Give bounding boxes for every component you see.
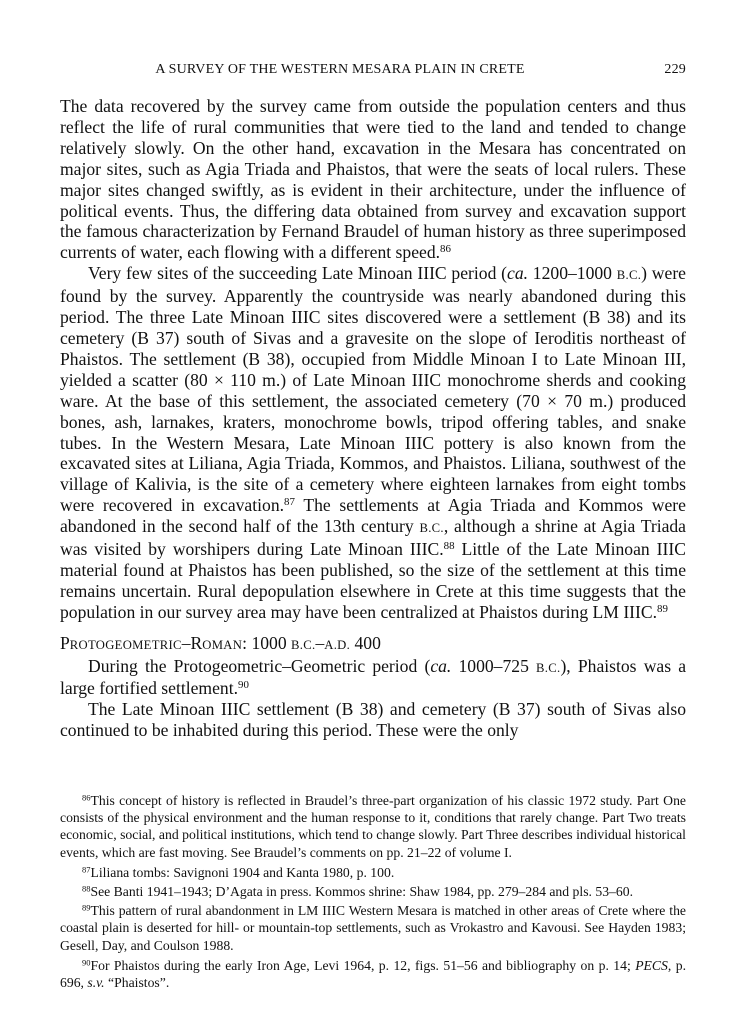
section-heading: [60, 633, 686, 656]
sub-verbo-abbrev: s.v.: [87, 975, 105, 991]
footnote-ref-89: 89: [657, 602, 668, 615]
footnote-text: This concept of history is reflected in Braudel’s three-part organization of his classic 1972 study. Part One consists of the physical environment and the human response to it, conditions that rarely change. Part Two treats economic, social, and political institutions, which tend to change slowly. Part Three describes individual historical events, which are fast moving. See Braudel’s comments on pp. 21–22 of volume I.: [60, 793, 686, 860]
paragraph-2: [60, 263, 686, 622]
footnote-number: 89: [82, 902, 91, 913]
paragraph-2-text-3: ) were found by the survey. Apparently the countryside was nearly abandoned during this period. The three Late Minoan IIIC sites discovered were a settlement (B 38) and its cemetery (B 37) south of Sivas and a gravesite on the slope of Ieroditis northeast of Phaistos. The settlement (B 38), occupied from Middle Minoan I to Late Minoan III, yielded a scatter (80 × 110 m.) of Late Minoan IIIC monochrome sherds and cooking ware. At the base of this settlement, the associated cemetery (70 × 70 m.) produced bones, ash, larnakes, kraters, monochrome bowls, tripod offering tables, and snake tubes. In the Western Mesara, Late Minoan IIIC pottery is also known from the excavated sites at Liliana, Agia Triada, Kommos, and Phaistos. Liliana, southwest of the village of Kalivia, is the site of a cemetery where eighteen larnakes from eight tombs were recovered in excavation.: [60, 263, 686, 516]
footnote-number: 90: [82, 957, 91, 968]
paragraph-1: [60, 96, 686, 263]
paragraph-2-text-6: Little of the Late Minoan IIIC material found at Phaistos has been published, so the size of the settlement at this time remains uncertain. Rural depopulation elsewhere in Crete at this time suggests that the population in our survey area may have been centralized at Phaistos during LM IIIC.: [60, 539, 686, 622]
main-text: [60, 96, 686, 741]
bc-abbrev: B.C.: [536, 660, 561, 675]
circa-abbrev: ca.: [430, 655, 452, 676]
footnote-text: Liliana tombs: Savignoni 1904 and Kanta 1980, p. 100.: [90, 864, 395, 880]
footnotes: [60, 792, 686, 994]
footnote-number: 87: [82, 864, 91, 875]
footnote-text: This pattern of rural abandonment in LM IIIC Western Mesara is matched in other areas of Crete where the coastal plain is deserted for hill- or mountain-top settlements, such as Vrokastro and Kavousi. See Hayden 1983; Gesell, Day, and Coulson 1988.: [60, 903, 686, 953]
ad-abbrev: A.D.: [324, 637, 351, 652]
section-heading-rotogeometric: ROTOGEOMETRIC: [69, 637, 182, 652]
paragraph-4: [60, 699, 686, 741]
paragraph-3-text-3: ), Phaistos was a large fortified settlement.: [60, 655, 687, 699]
bc-abbrev: B.C.: [616, 268, 642, 283]
footnote-90: [60, 957, 686, 991]
footnote-number: 86: [82, 792, 91, 803]
footnote-ref-90: 90: [238, 679, 249, 692]
paragraph-2-text-4: The settlements at Agia Triada and Kommos were abandoned in the second half of the 13th century: [60, 495, 686, 537]
section-heading-date-end: 400: [350, 632, 381, 653]
section-heading-dash: –: [315, 632, 325, 653]
pecs-citation: PECS: [635, 957, 668, 973]
bc-abbrev: B.C.: [291, 637, 316, 652]
paragraph-3-text-1: During the Protogeometric–Geometric period (: [88, 655, 431, 676]
footnote-text: , p. 696,: [60, 957, 686, 991]
paragraph-1-text: The data recovered by the survey came from outside the population centers and thus reflect the life of rural communities that were tied to the land and tended to change relatively slowly. On the other hand, excavation in the Mesara has concentrated on major sites, such as Agia Triada and Phaistos, that were the seats of local rulers. These major sites changed swiftly, as is evident in their architecture, under the influence of political events. Thus, the differing data obtained from survey and excavation support the famous characterization by Fernand Braudel of human history as three superimposed currents of water, each flowing with a different speed.: [60, 96, 686, 263]
section-heading-r: R: [190, 632, 203, 653]
footnote-number: 88: [82, 883, 91, 894]
footnote-text: “Phaistos”.: [104, 975, 170, 991]
section-heading-oman: OMAN: [202, 637, 243, 652]
footnote-89: [60, 902, 686, 954]
paragraph-3-text-2: 1000–725: [451, 655, 537, 676]
footnote-86: [60, 792, 686, 861]
section-heading-date-start: : 1000: [242, 632, 292, 653]
footnote-text: See Banti 1941–1943; D’Agata in press. Kommos shrine: Shaw 1984, pp. 279–284 and pls. 53–60.: [90, 884, 633, 900]
footnote-ref-86: 86: [440, 243, 451, 256]
paragraph-2-text-1: Very few sites of the succeeding Late Minoan IIIC period (: [88, 263, 508, 284]
section-heading-dash: –: [181, 632, 191, 653]
page-number: 229: [664, 62, 686, 77]
paragraph-2-text-2: 1200–1000: [528, 263, 617, 284]
section-heading-p: P: [60, 632, 70, 653]
bc-abbrev: B.C.: [419, 521, 444, 536]
footnote-ref-87: 87: [284, 496, 295, 509]
footnote-text: For Phaistos during the early Iron Age, Levi 1964, p. 12, figs. 51–56 and bibliography on p. 14;: [90, 957, 636, 973]
footnote-87: [60, 864, 686, 881]
running-title: A SURVEY OF THE WESTERN MESARA PLAIN IN CRETE: [155, 62, 525, 77]
footnote-88: [60, 883, 686, 900]
paragraph-2-text-5: , although a shrine at Agia Triada was visited by worshipers during Late Minoan IIIC.: [60, 516, 686, 560]
paragraph-4-text: The Late Minoan IIIC settlement (B 38) and cemetery (B 37) south of Sivas also continued to be inhabited during this period. These were the only: [60, 699, 686, 741]
paragraph-3: [60, 656, 686, 700]
footnote-ref-88: 88: [443, 540, 455, 553]
circa-abbrev: ca.: [507, 263, 529, 284]
